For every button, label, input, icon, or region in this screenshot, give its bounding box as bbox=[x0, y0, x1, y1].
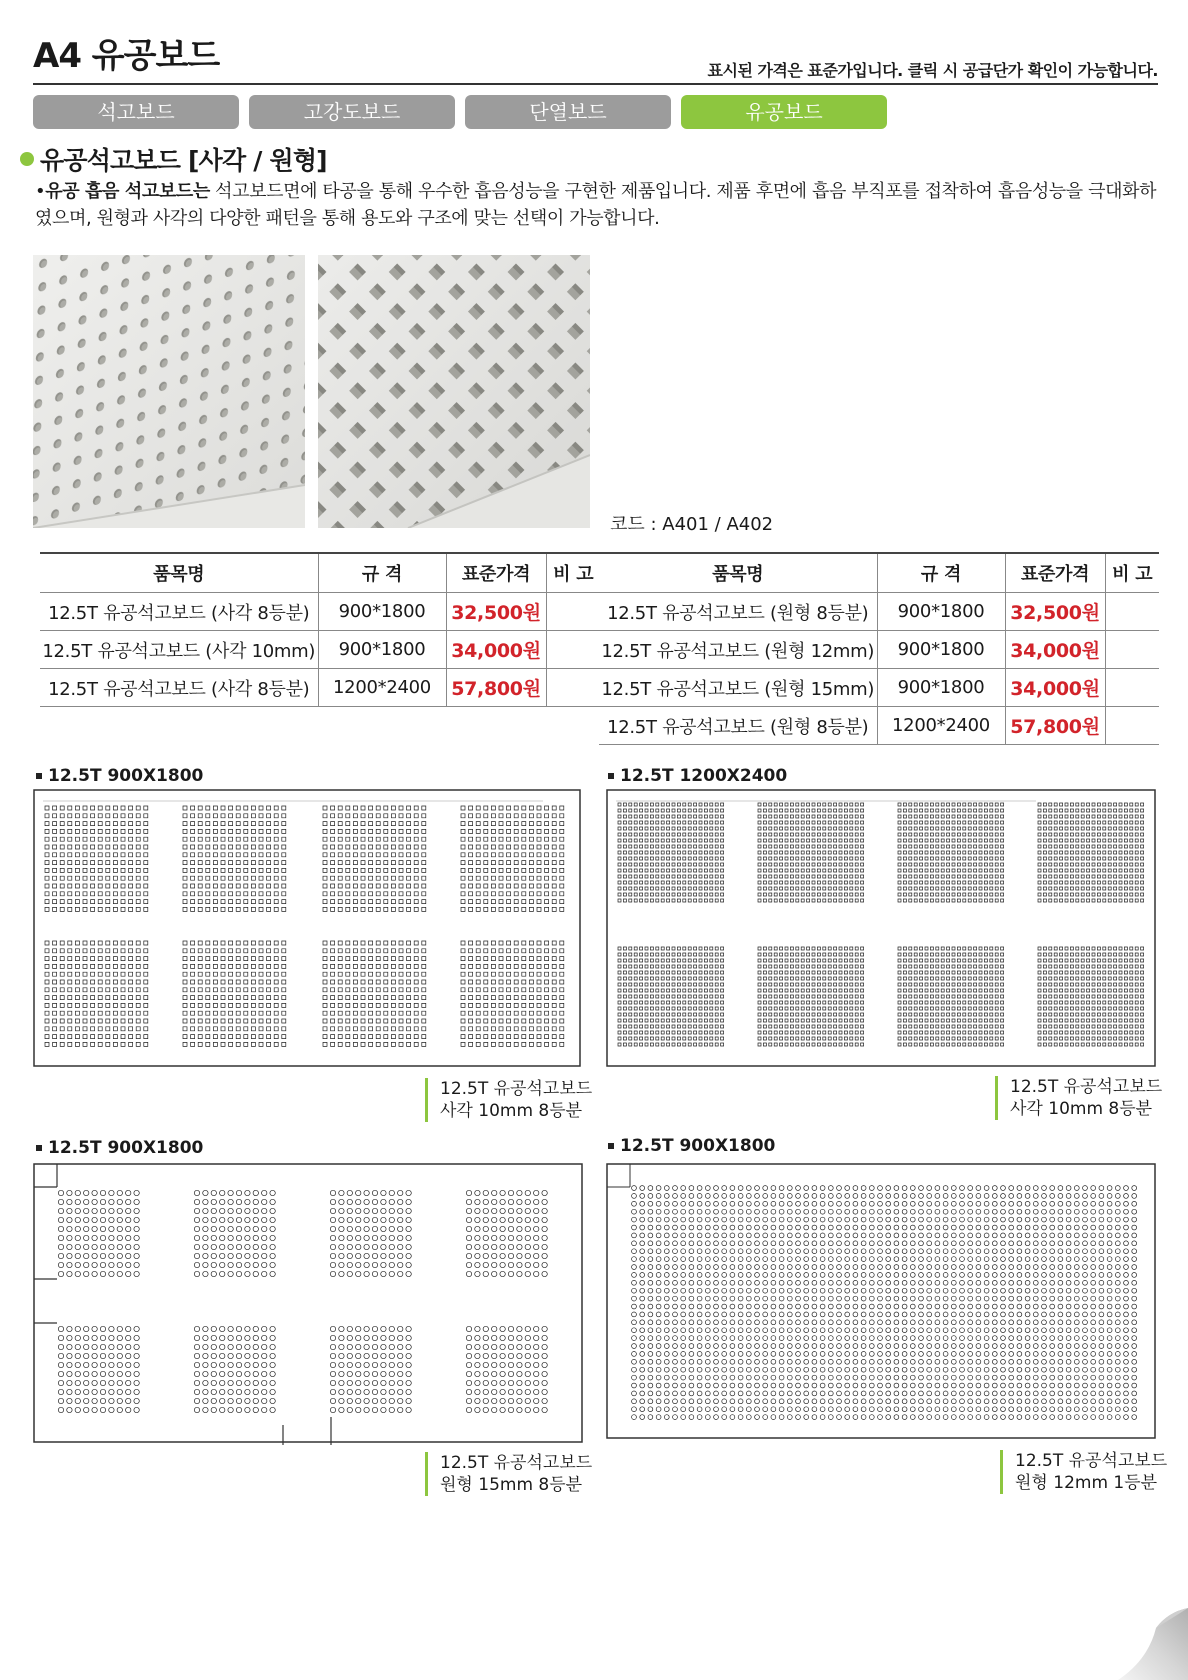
caption-line: 12.5T 유공석고보드 bbox=[440, 1079, 593, 1099]
header-divider bbox=[33, 83, 1158, 85]
table-row bbox=[599, 593, 1159, 631]
item-name: 12.5T 유공석고보드 (원형 15mm) bbox=[599, 669, 877, 707]
tab-high-strength-board[interactable]: 고강도보드 bbox=[249, 95, 455, 129]
item-remarks bbox=[1105, 631, 1159, 669]
section-bullet-icon bbox=[20, 152, 34, 166]
table-header-row bbox=[40, 553, 600, 593]
table-row bbox=[599, 707, 1159, 745]
item-name: 12.5T 유공석고보드 (원형 12mm) bbox=[599, 631, 877, 669]
bullet-square-icon bbox=[608, 773, 614, 779]
caption-line: 사각 10mm 8등분 bbox=[1010, 1099, 1153, 1119]
item-size: 900*1800 bbox=[318, 593, 446, 631]
item-remarks bbox=[1105, 593, 1159, 631]
drawing-label bbox=[608, 766, 787, 786]
tab-insulation-board[interactable]: 단열보드 bbox=[465, 95, 671, 129]
item-size: 900*1800 bbox=[877, 593, 1005, 631]
price-notice[interactable]: 표시된 가격은 표준가입니다. 클릭 시 공급단가 확인이 가능합니다. bbox=[707, 61, 1158, 80]
price-table-square bbox=[40, 552, 600, 707]
header-size: 규 격 bbox=[877, 553, 1005, 593]
caption-line: 원형 15mm 8등분 bbox=[440, 1475, 583, 1495]
drawing-caption bbox=[425, 1078, 592, 1122]
header-item-name: 품목명 bbox=[599, 553, 877, 593]
item-price[interactable]: 57,800원 bbox=[1005, 707, 1105, 745]
round-perforated-board-photo bbox=[33, 255, 305, 528]
item-remarks bbox=[1105, 669, 1159, 707]
square-perforated-board-photo bbox=[318, 255, 590, 528]
pattern-drawing-square-10mm-900x1800 bbox=[33, 789, 583, 1069]
item-remarks bbox=[1105, 707, 1159, 745]
description-bold: 유공 흡음 석고보드는 bbox=[45, 181, 210, 202]
table-row bbox=[40, 631, 600, 669]
pattern-drawing-square-10mm-1200x2400 bbox=[606, 789, 1158, 1069]
caption-line: 원형 12mm 1등분 bbox=[1015, 1473, 1158, 1493]
drawing-size-text: 12.5T 900X1800 bbox=[48, 766, 204, 786]
drawing-size-text: 12.5T 900X1800 bbox=[48, 1138, 204, 1158]
item-name: 12.5T 유공석고보드 (사각 8등분) bbox=[40, 669, 318, 707]
table-row bbox=[599, 631, 1159, 669]
caption-line: 사각 10mm 8등분 bbox=[440, 1101, 583, 1121]
caption-line: 12.5T 유공석고보드 bbox=[1010, 1077, 1163, 1097]
item-remarks bbox=[546, 669, 600, 707]
drawing-label bbox=[36, 766, 203, 786]
pattern-drawing-round-15mm-900x1800 bbox=[33, 1163, 585, 1448]
item-price[interactable]: 32,500원 bbox=[446, 593, 546, 631]
product-code: 코드 : A401 / A402 bbox=[610, 514, 774, 535]
item-remarks bbox=[546, 631, 600, 669]
drawing-caption bbox=[1000, 1450, 1167, 1494]
page-curl-icon[interactable] bbox=[1108, 1600, 1188, 1680]
item-size: 1200*2400 bbox=[318, 669, 446, 707]
item-name: 12.5T 유공석고보드 (원형 8등분) bbox=[599, 593, 877, 631]
item-name: 12.5T 유공석고보드 (사각 8등분) bbox=[40, 593, 318, 631]
tab-gypsum-board[interactable]: 석고보드 bbox=[33, 95, 239, 129]
drawing-size-text: 12.5T 1200X2400 bbox=[620, 766, 788, 786]
pattern-drawing-round-12mm-900x1800 bbox=[606, 1163, 1158, 1441]
price-table-round bbox=[599, 552, 1159, 745]
item-price[interactable]: 32,500원 bbox=[1005, 593, 1105, 631]
header-remarks: 비 고 bbox=[1105, 553, 1159, 593]
page-title: A4 유공보드 bbox=[33, 36, 220, 76]
drawing-caption bbox=[425, 1452, 592, 1496]
table-header-row bbox=[599, 553, 1159, 593]
item-price[interactable]: 34,000원 bbox=[446, 631, 546, 669]
item-size: 900*1800 bbox=[877, 669, 1005, 707]
caption-line: 12.5T 유공석고보드 bbox=[440, 1453, 593, 1473]
bullet-square-icon bbox=[608, 1143, 614, 1149]
table-row bbox=[40, 669, 600, 707]
caption-line: 12.5T 유공석고보드 bbox=[1015, 1451, 1168, 1471]
table-row bbox=[40, 593, 600, 631]
header-item-name: 품목명 bbox=[40, 553, 318, 593]
item-name: 12.5T 유공석고보드 (원형 8등분) bbox=[599, 707, 877, 745]
item-price[interactable]: 34,000원 bbox=[1005, 669, 1105, 707]
item-remarks bbox=[546, 593, 600, 631]
bullet-square-icon bbox=[36, 1145, 42, 1151]
product-description: •유공 흡음 석고보드는 석고보드면에 타공을 통해 우수한 흡음성능을 구현한 제품입니다. 제품 후면에 흡음 부직포를 접착하여 흡음성능을 극대화하였으며, 원형과 사각의 다양한 패턴을 통해 용도와 구조에 맞는 선택이 가능합니다. bbox=[35, 181, 1157, 229]
description-text: 석고보드면에 타공을 통해 우수한 흡음성능을 구현한 제품입니다. 제품 후면에 흡음 부직포를 접착하여 흡음성능을 극대화하였으며, 원형과 사각의 다양한 패턴을 통해 용도와 구조에 맞는 선택이 가능합니다. bbox=[35, 181, 1157, 229]
header-price: 표준가격 bbox=[1005, 553, 1105, 593]
tab-perforated-board[interactable]: 유공보드 bbox=[681, 95, 887, 129]
item-price[interactable]: 34,000원 bbox=[1005, 631, 1105, 669]
drawing-label bbox=[608, 1136, 775, 1156]
header-remarks: 비 고 bbox=[546, 553, 600, 593]
item-size: 900*1800 bbox=[877, 631, 1005, 669]
bullet-square-icon bbox=[36, 773, 42, 779]
drawing-size-text: 12.5T 900X1800 bbox=[620, 1136, 776, 1156]
table-row bbox=[599, 669, 1159, 707]
drawing-label bbox=[36, 1138, 203, 1158]
drawing-caption bbox=[995, 1076, 1162, 1120]
section-title: 유공석고보드 [사각 / 원형] bbox=[40, 146, 327, 175]
item-price[interactable]: 57,800원 bbox=[446, 669, 546, 707]
item-size: 900*1800 bbox=[318, 631, 446, 669]
header-price: 표준가격 bbox=[446, 553, 546, 593]
item-name: 12.5T 유공석고보드 (사각 10mm) bbox=[40, 631, 318, 669]
item-size: 1200*2400 bbox=[877, 707, 1005, 745]
header-size: 규 격 bbox=[318, 553, 446, 593]
